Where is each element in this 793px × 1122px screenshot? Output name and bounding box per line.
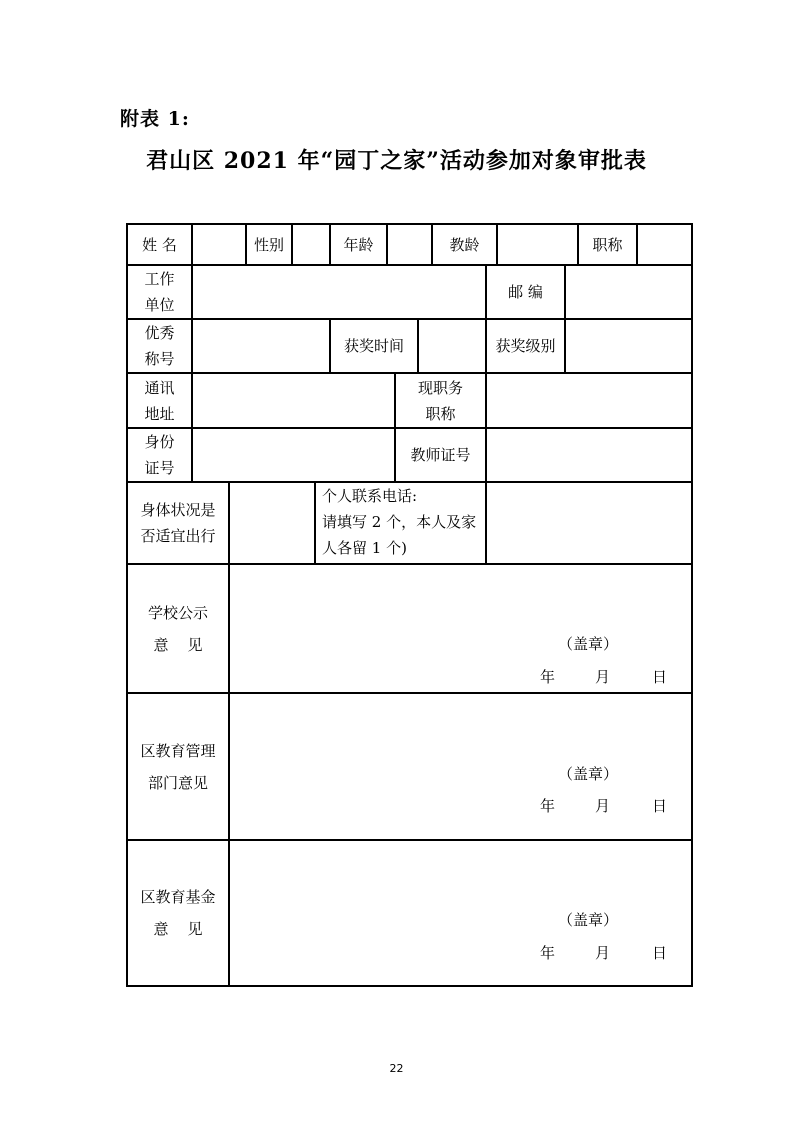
- school-stamp-label: （盖章）: [558, 635, 619, 653]
- honor-label-line2: 称号: [144, 350, 175, 368]
- current-post-label: [396, 374, 485, 427]
- phone-field[interactable]: [487, 483, 691, 563]
- education-fund-label-line1: 区教育基金: [140, 888, 216, 906]
- education-fund-date-day: 日: [652, 944, 668, 962]
- id-number-field[interactable]: [193, 429, 394, 481]
- education-fund-opinion-area[interactable]: [230, 841, 691, 985]
- postcode-field[interactable]: [566, 266, 691, 318]
- title-rank-field[interactable]: [638, 225, 691, 264]
- address-label-line2: 地址: [144, 404, 175, 423]
- phone-label-line2: 请填写 2 个，本人及家: [322, 513, 477, 531]
- page-number: 22: [389, 1062, 404, 1075]
- health-label: [128, 483, 228, 563]
- current-post-field[interactable]: [487, 374, 691, 427]
- postcode-label: 邮 编: [508, 283, 543, 301]
- education-dept-label-line2: 部门意见: [147, 773, 208, 792]
- approval-form-table: [126, 223, 693, 987]
- title-rank-label: 职称: [592, 235, 623, 254]
- education-fund-stamp-label: （盖章）: [558, 911, 619, 929]
- award-level-label: 获奖级别: [495, 337, 556, 355]
- age-label: 年龄: [343, 235, 374, 254]
- school-opinion-area[interactable]: [230, 565, 691, 692]
- name-field[interactable]: [193, 225, 245, 264]
- phone-label-line1: 个人联系电话:: [322, 487, 418, 505]
- age-field[interactable]: [388, 225, 431, 264]
- id-number-label-line2: 证号: [144, 459, 175, 477]
- phone-label-line3: 人各留 1 个): [322, 539, 407, 557]
- health-label-line1: 身体状况是: [140, 501, 216, 519]
- health-label-line2: 否适宜出行: [140, 527, 216, 545]
- honor-field[interactable]: [193, 320, 329, 372]
- school-date-year: 年: [540, 668, 556, 686]
- appendix-label: 附表 1:: [120, 108, 190, 130]
- education-dept-label-line1: 区教育管理: [140, 741, 216, 760]
- table-border-right: [691, 223, 693, 987]
- teacher-cert-field[interactable]: [487, 429, 691, 481]
- award-time-label: 获奖时间: [343, 337, 404, 355]
- work-unit-label: [128, 266, 191, 318]
- education-fund-date-year: 年: [540, 944, 556, 962]
- education-fund-label-line2: 意 见: [153, 920, 203, 938]
- education-dept-date-day: 日: [652, 797, 668, 815]
- teaching-years-label: 教龄: [449, 235, 480, 254]
- id-number-label-line1: 身份: [144, 433, 175, 451]
- honor-label: [128, 320, 191, 372]
- id-number-label: [128, 429, 191, 481]
- gender-label: 性别: [253, 235, 284, 254]
- work-unit-field[interactable]: [193, 266, 485, 318]
- honor-label-line1: 优秀: [144, 324, 175, 342]
- school-opinion-label-line1: 学校公示: [147, 603, 208, 622]
- education-fund-date-month: 月: [595, 944, 611, 962]
- school-date-month: 月: [595, 668, 611, 686]
- education-dept-date-month: 月: [595, 797, 611, 815]
- award-time-field[interactable]: [419, 320, 485, 372]
- phone-label: [316, 483, 485, 563]
- work-unit-label-line2: 单位: [144, 296, 175, 314]
- current-post-label-line1: 现职务: [417, 378, 463, 397]
- education-dept-opinion-label: [128, 694, 228, 839]
- teacher-cert-label: 教师证号: [410, 446, 471, 464]
- education-dept-date-year: 年: [540, 797, 556, 815]
- page-title: 君山区 2021 年“园丁之家”活动参加对象审批表: [146, 148, 647, 174]
- current-post-label-line2: 职称: [425, 404, 456, 423]
- school-date-day: 日: [652, 668, 668, 686]
- gender-field[interactable]: [293, 225, 329, 264]
- school-opinion-label-line2: 意 见: [153, 635, 203, 654]
- work-unit-label-line1: 工作: [144, 270, 175, 288]
- education-dept-stamp-label: （盖章）: [558, 765, 619, 783]
- education-dept-opinion-area[interactable]: [230, 694, 691, 839]
- education-fund-opinion-label: [128, 841, 228, 985]
- address-label-line1: 通讯: [144, 378, 175, 397]
- award-level-field[interactable]: [566, 320, 691, 372]
- address-field[interactable]: [193, 374, 394, 427]
- school-opinion-label: [128, 565, 228, 692]
- address-label: [128, 374, 191, 427]
- teaching-years-field[interactable]: [498, 225, 577, 264]
- table-border-bottom: [126, 985, 693, 987]
- health-field[interactable]: [230, 483, 314, 563]
- name-label: 姓 名: [142, 235, 177, 254]
